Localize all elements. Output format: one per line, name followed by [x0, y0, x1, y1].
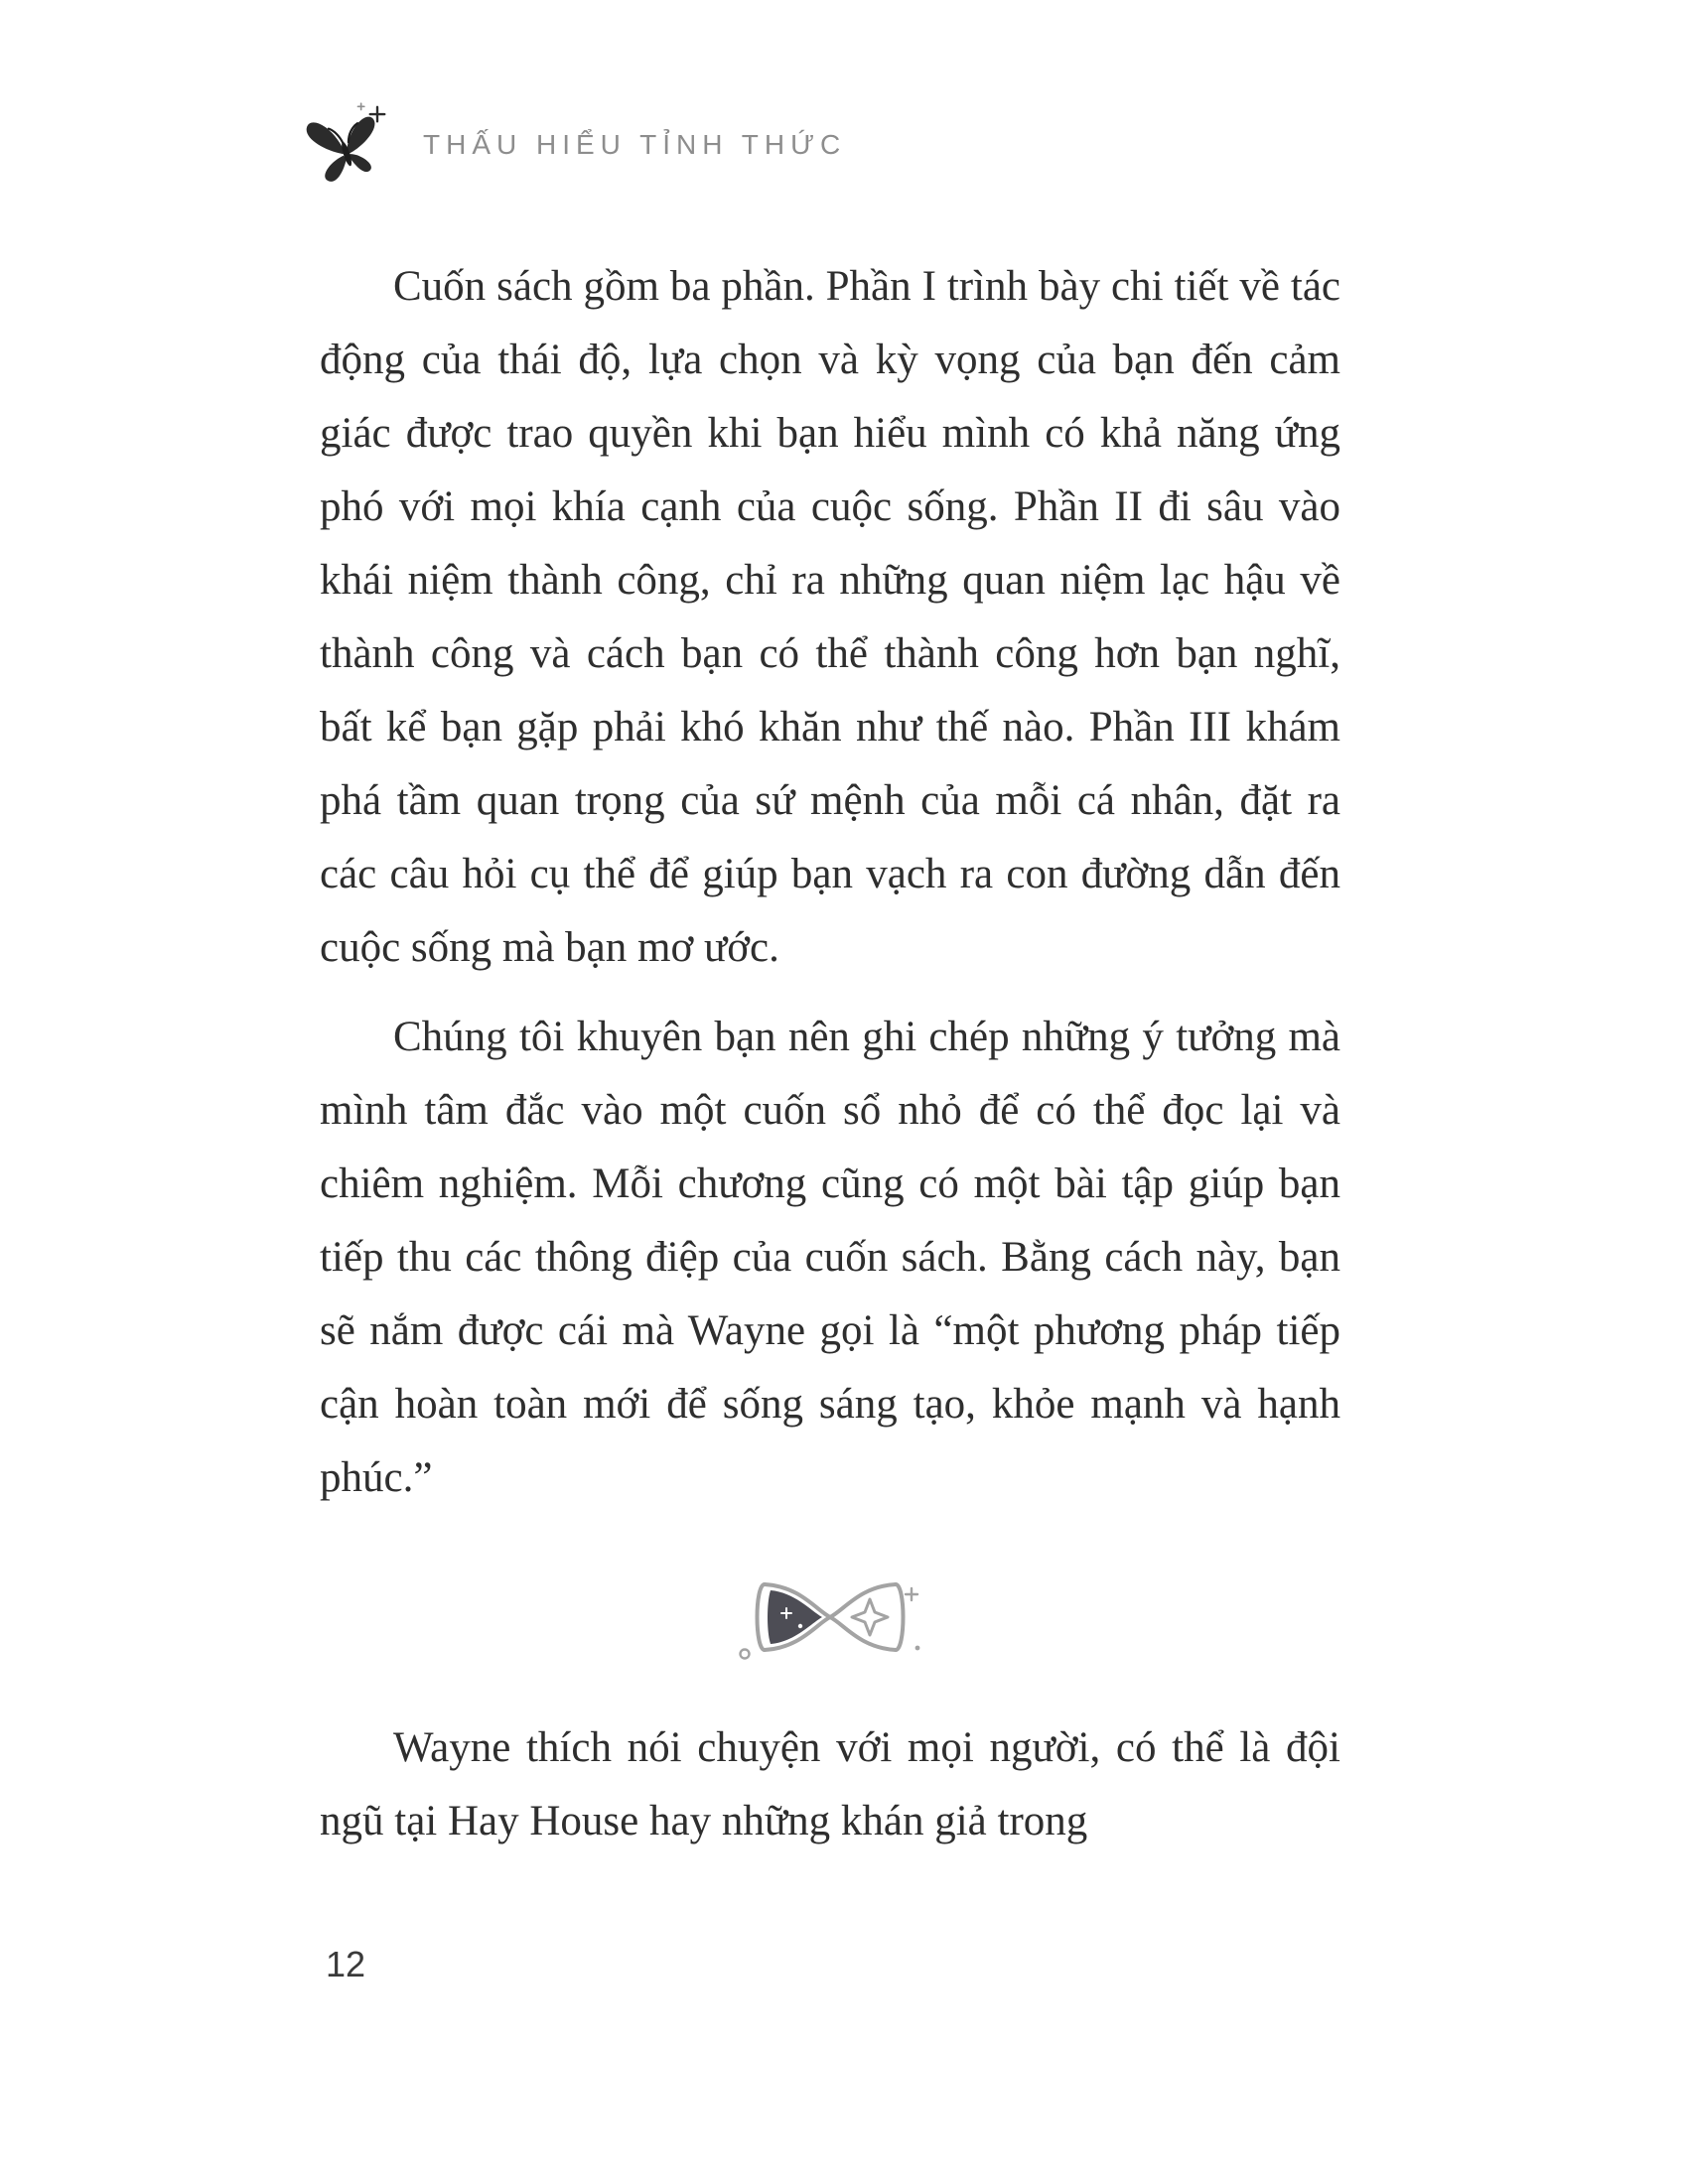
- paragraph-3: Wayne thích nói chuyện với mọi người, có thể là đội ngũ tại Hay House hay những khán giả trong: [320, 1724, 1340, 1844]
- page-header: [298, 99, 846, 191]
- page-body: [320, 250, 1340, 1874]
- butterfly-icon: [298, 99, 397, 191]
- page-number: 12: [326, 1944, 366, 1984]
- paragraph-1: Cuốn sách gồm ba phần. Phần I trình bày chi tiết về tác động của thái độ, lựa chọn và kỳ vọng của bạn đến cảm giác được trao quyền khi bạn hiểu mình có khả năng ứng phó với mọi khía cạnh của cuộc sống. Phần II đi sâu vào khái niệm thành công, chỉ ra những quan niệm lạc hậu về thành công và cách bạn có thể thành công hơn bạn nghĩ, bất kể bạn gặp phải khó khăn như thế nào. Phần III khám phá tầm quan trọng của sứ mệnh của mỗi cá nhân, đặt ra các câu hỏi cụ thể để giúp bạn vạch ra con đường dẫn đến cuộc sống mà bạn mơ ước.: [320, 263, 1340, 971]
- hourglass-divider-icon: [320, 1572, 1340, 1668]
- running-title: THẤU HIỂU TỈNH THỨC: [423, 129, 847, 160]
- paragraph-2: Chúng tôi khuyên bạn nên ghi chép những ý tưởng mà mình tâm đắc vào một cuốn sổ nhỏ để có thể đọc lại và chiêm nghiệm. Mỗi chương cũng có một bài tập giúp bạn tiếp thu các thông điệp của cuốn sách. Bằng cách này, bạn sẽ nắm được cái mà Wayne gọi là “một phương pháp tiếp cận hoàn toàn mới để sống sáng tạo, khỏe mạnh và hạnh phúc.”: [320, 1014, 1340, 1501]
